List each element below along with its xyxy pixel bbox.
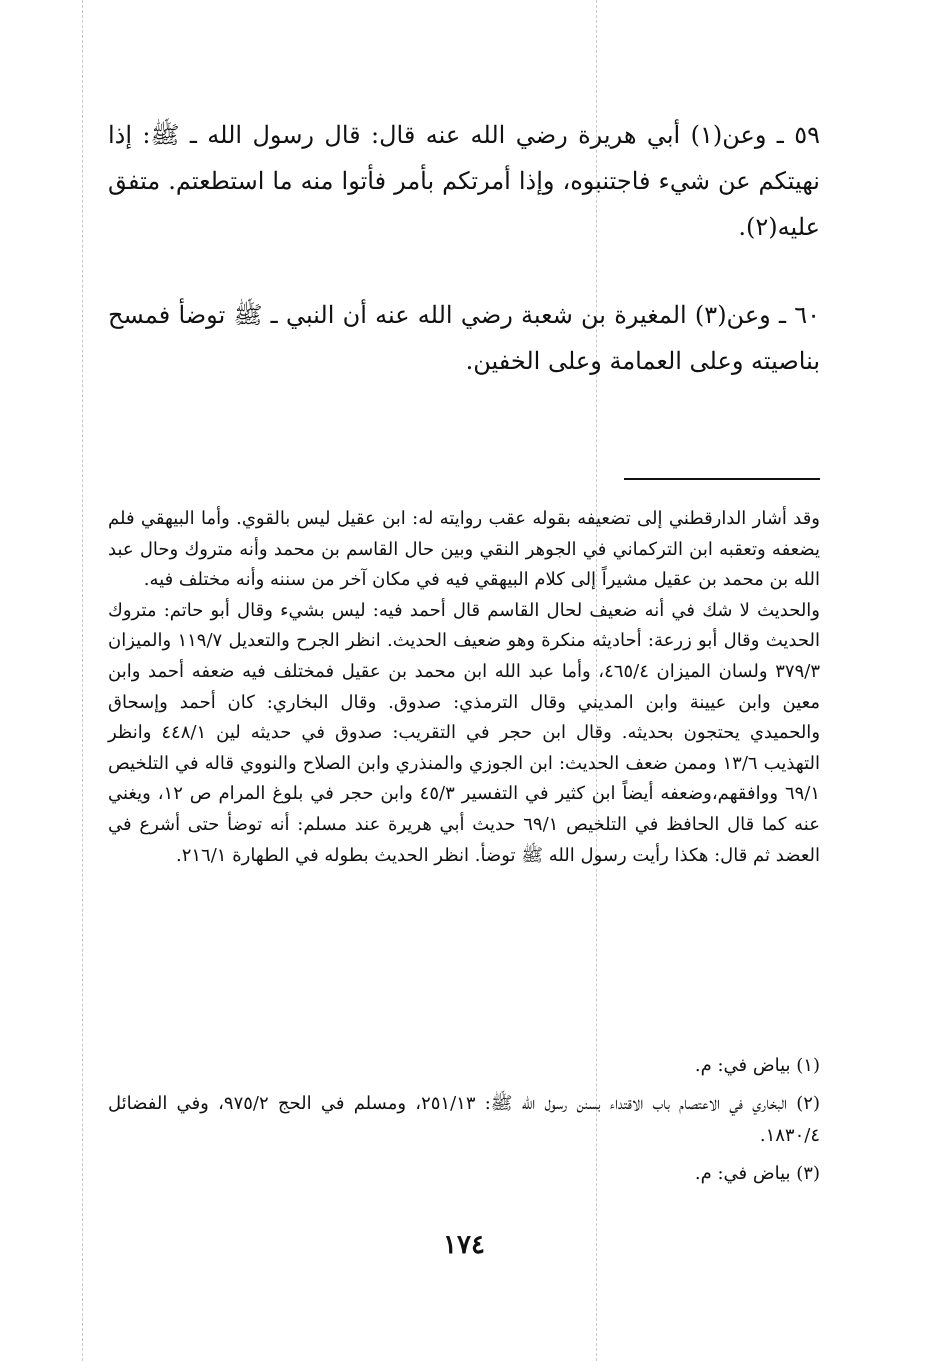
footnote-2: (٢) البخاري في الاعتصام باب الاقتداء بسنن رسول الله ﷺ: ٢٥١/١٣، ومسلم في الحج ٩٧٥/٢، وفي الفضائل ١٨٣٠/٤.	[108, 1093, 820, 1146]
footnote-1: (١) بياض في: م.	[694, 1055, 820, 1076]
commentary-paragraph: وقد أشار الدارقطني إلى تضعيفه بقوله عقب روايته له: ابن عقيل ليس بالقوي. وأما البيهقي فلم يضعفه وتعقبه ابن التركماني في الجوهر النقي وبين حال القاسم بن محمد وأنه متروك وحال عبد الله بن محمد بن عقيل مشيراً إلى كلام البيهقي فيه في مكان آخر من سننه وأنه مختلف فيه.	[108, 508, 820, 591]
commentary-block	[108, 504, 820, 871]
hadith-60: ٦٠ ـ وعن(٣) المغيرة بن شعبة رضي الله عنه أن النبي ـ ﷺ توضأ فمسح بناصيته وعلى العمامة وعلى الخفين.	[108, 301, 820, 375]
commentary-paragraph: والحديث لا شك في أنه ضعيف لحال القاسم قال أحمد فيه: ليس بشيء وقال أبو حاتم: متروك الحديث وقال أبو زرعة: أحاديثه منكرة وهو ضعيف الحديث. انظر الجرح والتعديل ١١٩/٧ والميزان ٣٧٩/٣ ولسان الميزان ٤٦٥/٤، وأما عبد الله ابن محمد بن عقيل فمختلف فيه ضعفه أحمد وابن معين وابن عيينة وابن المديني وقال الترمذي: صدوق. وقال البخاري: كان أحمد وإسحاق والحميدي يحتجون بحديثه. وقال ابن حجر في التقريب: صدوق في حديثه لين ٤٤٨/١ وانظر التهذيب ١٣/٦ وممن ضعف الحديث: ابن الجوزي والمنذري وابن الصلاح والنووي قاله في التلخيص ٦٩/١ ووافقهم،وضعفه أيضاً ابن كثير في التفسير ٤٥/٣ وابن حجر في بلوغ المرام ص ١٢، ويغني عنه كما قال الحافظ في التلخيص ٦٩/١ حديث أبي هريرة عند مسلم: أنه توضأ حتى أشرع في العضد ثم قال: هكذا رأيت رسول الله ﷺ توضأ. انظر الحديث بطوله في الطهارة ٢١٦/١.	[108, 599, 821, 866]
page-number: ١٧٤	[443, 1230, 485, 1260]
scan-artifact-line-left	[82, 0, 83, 1361]
footnote-separator	[624, 478, 820, 480]
hadith-59: ٥٩ ـ وعن(١) أبي هريرة رضي الله عنه قال: قال رسول الله ـ ﷺ: إذا نهيتكم عن شيء فاجتنبوه، وإذا أمرتكم بأمر فأتوا منه ما استطعتم. متفق عليه(٢).	[108, 121, 820, 241]
footnote-3: (٣) بياض في: م.	[694, 1163, 820, 1184]
footnotes-block	[108, 1050, 820, 1196]
